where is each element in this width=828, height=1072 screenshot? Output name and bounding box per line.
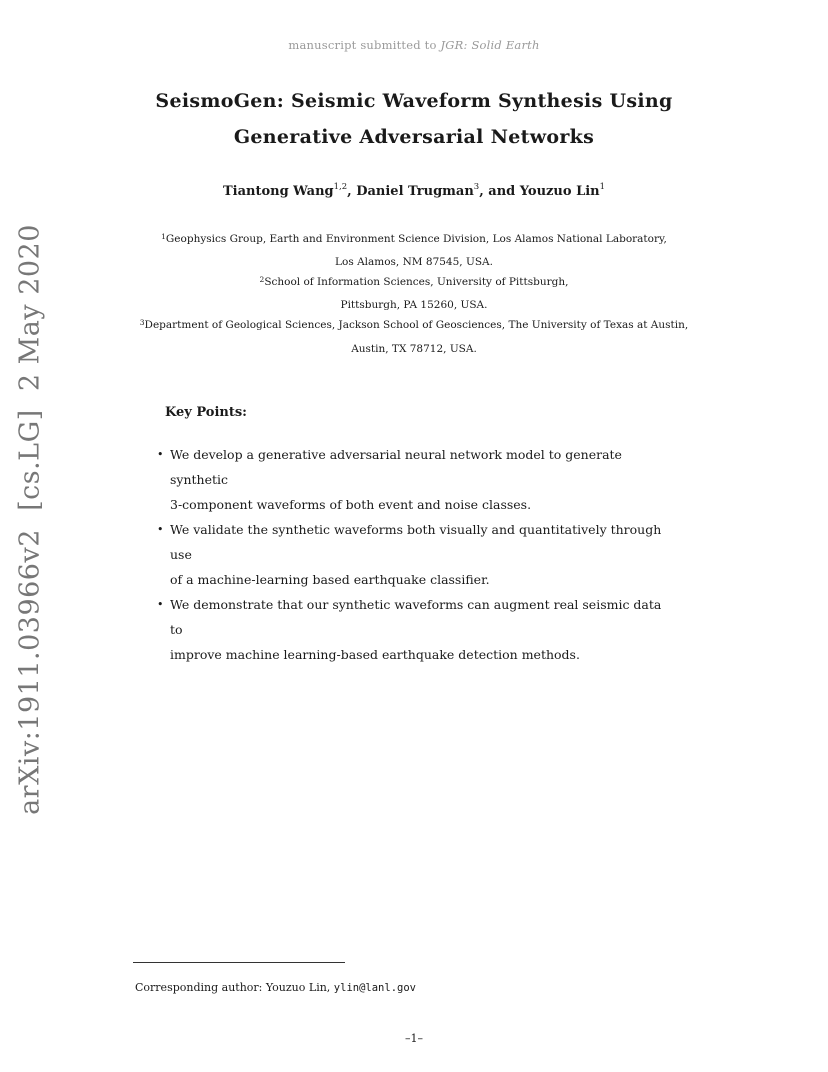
key-point-line: improve machine learning-based earthquake detection methods. — [170, 647, 580, 662]
arxiv-stamp-text: arXiv:1911.03966v2 [cs.LG] 2 May 2020 — [14, 224, 46, 815]
affiliation-sup: 2 — [259, 275, 265, 284]
key-point-item — [157, 592, 677, 667]
footnote — [135, 981, 416, 994]
affiliation-text: School of Information Sciences, University of Pittsburgh, — [264, 276, 569, 288]
arxiv-stamp — [15, 160, 46, 880]
footnote-text: Corresponding author: Youzuo Lin, — [135, 981, 334, 994]
affiliation-text: Department of Geological Sciences, Jackson School of Geosciences, The University of Texas at Austin, — [144, 319, 689, 331]
author-affil-sup: 1 — [599, 182, 606, 192]
author-affil-sup: 1,2 — [333, 182, 348, 192]
affiliation-3-cont: Austin, TX 78712, USA. — [351, 343, 477, 355]
email-link[interactable]: ylin@lanl.gov — [333, 982, 416, 994]
key-point-line: • We demonstrate that our synthetic waveforms can augment real seismic data to — [170, 597, 662, 637]
key-points-heading: Key Points: — [165, 405, 247, 420]
header-journal: JGR: Solid Earth — [440, 38, 540, 52]
author-name: Youzuo Lin — [519, 184, 600, 199]
affiliation-text: Geophysics Group, Earth and Environment Science Division, Los Alamos National Laboratory, — [165, 233, 667, 245]
header-prefix: manuscript submitted to — [288, 38, 437, 52]
author-name: Daniel Trugman — [356, 184, 474, 199]
author-separator: , — [347, 184, 357, 199]
affiliation-sup: 3 — [139, 318, 145, 327]
key-point-item — [157, 517, 677, 592]
paper-title-line1: SeismoGen: Seismic Waveform Synthesis Using — [155, 90, 673, 112]
author-name: Tiantong Wang — [222, 184, 334, 199]
author-affil-sup: 3 — [473, 182, 480, 192]
author-list — [0, 184, 828, 199]
running-header — [0, 38, 828, 52]
key-points-list — [157, 442, 677, 667]
affiliation-1 — [0, 233, 828, 245]
key-point-line: • We validate the synthetic waveforms both visually and quantitatively through use — [170, 522, 662, 562]
affiliation-1-cont: Los Alamos, NM 87545, USA. — [335, 256, 493, 268]
author-separator: , and — [479, 184, 520, 199]
key-point-line: • We develop a generative adversarial neural network model to generate synthetic — [170, 447, 622, 487]
affiliation-2-cont: Pittsburgh, PA 15260, USA. — [340, 299, 488, 311]
key-point-line: of a machine-learning based earthquake classifier. — [170, 572, 490, 587]
key-point-item — [157, 442, 677, 517]
footnote-rule — [133, 962, 345, 963]
affiliation-2 — [0, 276, 828, 288]
paper-title-line2: Generative Adversarial Networks — [233, 126, 595, 148]
page-number: –1– — [405, 1032, 423, 1045]
key-point-line: 3-component waveforms of both event and noise classes. — [170, 497, 532, 512]
affiliation-3 — [0, 319, 828, 331]
affiliation-sup: 1 — [161, 232, 166, 241]
